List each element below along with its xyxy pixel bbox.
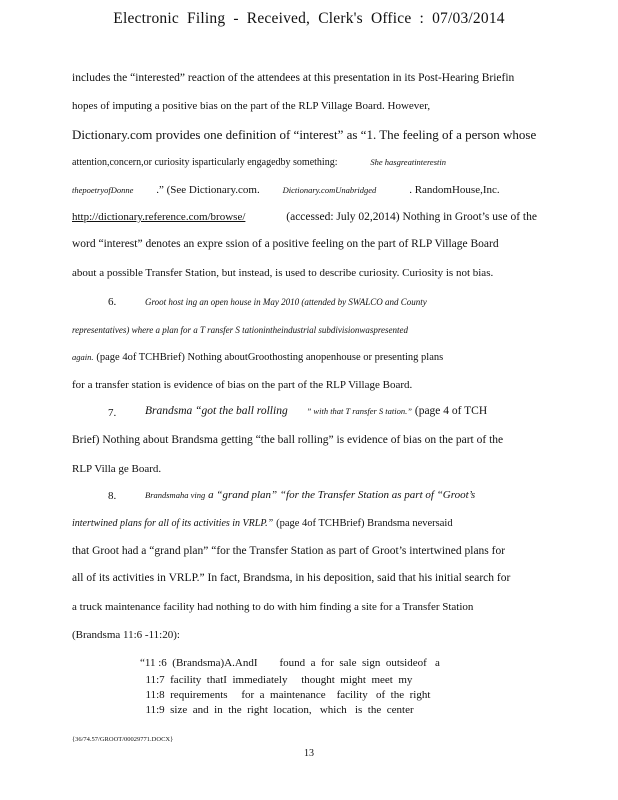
paragraph-7-claim-a: Brandsma “got the ball rolling	[145, 405, 288, 417]
filing-stamp-header: Electronic Filing - Received, Clerk's Office : 07/03/2014	[113, 10, 505, 27]
paragraph-8-line-2	[72, 517, 546, 531]
body-line-5	[72, 184, 546, 198]
deposition-quote-line-4: 11:9 size and in the right location, which is the center	[140, 704, 414, 716]
paragraph-7-cite: (page 4 of TCH	[414, 405, 488, 417]
paragraph-8-number: 8.	[108, 490, 117, 502]
body-line-5-example: thepoetryofDonne	[72, 185, 134, 195]
paragraph-6-response: (page 4of TCHBrief) Nothing aboutGroothosting anopenhouse or presenting plans	[96, 352, 444, 363]
body-line-4	[72, 156, 546, 170]
body-line-4-example: She hasgreatinterestin	[370, 157, 446, 167]
paragraph-7-claim-b: ” with that T ransfer S tation.”	[306, 406, 412, 416]
body-line-4-text: attention,concern,or curiosity isparticularly engagedby something:	[72, 157, 338, 168]
body-line-3: Dictionary.com provides one definition of “interest” as “1. The feeling of a person whose	[72, 127, 537, 142]
paragraph-8-line-4: all of its activities in VRLP.” In fact, Brandsma, in his deposition, said that his initial search for	[72, 572, 511, 584]
paragraph-8-claim-c: intertwined plans for all of its activities in VRLP.”	[72, 518, 274, 529]
body-line-1: includes the “interested” reaction of the attendees at this presentation in its Post-Hearing Briefin	[72, 72, 515, 84]
paragraph-6-again: again.	[72, 352, 94, 362]
paragraph-6-claim: Groot host ing an open house in May 2010 (attended by SWALCO and County	[145, 297, 427, 307]
paragraph-8-line-5: a truck maintenance facility had nothing to do with him finding a site for a Transfer Station	[72, 601, 474, 613]
paragraph-7-line-2: Brief) Nothing about Brandsma getting “the ball rolling” is evidence of bias on the part of the	[72, 434, 504, 446]
paragraph-6-claim-cont: representatives) where a plan for a T ransfer S tationintheindustrial subdivisionwaspresented	[72, 325, 408, 335]
dictionary-url-link[interactable]: http://dictionary.reference.com/browse/	[72, 211, 246, 223]
body-line-7: word “interest” denotes an expre ssion of a positive feeling on the part of RLP Village Board	[72, 238, 499, 250]
document-id: {36/74.57/GROOT/00029771.DOCX}	[72, 736, 174, 743]
paragraph-8-line-3: that Groot had a “grand plan” “for the Transfer Station as part of Groot’s intertwined plans for	[72, 545, 506, 557]
body-line-6	[72, 211, 546, 225]
body-line-5-publisher: . RandomHouse,Inc.	[409, 184, 500, 196]
deposition-quote-line-3: 11:8 requirements for a maintenance facility of the right	[140, 689, 431, 701]
body-line-6-text: (accessed: July 02,2014) Nothing in Groot’s use of the	[286, 211, 537, 223]
paragraph-8-claim	[145, 489, 618, 503]
paragraph-8-cite: (page 4of TCHBrief) Brandsma neversaid	[276, 518, 453, 529]
body-line-5-source: Dictionary.comUnabridged	[282, 185, 377, 195]
paragraph-6-number: 6.	[108, 296, 117, 308]
body-line-5-see: .” (See Dictionary.com.	[156, 184, 260, 196]
paragraph-6-line-3	[72, 351, 546, 365]
paragraph-7-number: 7.	[108, 407, 117, 419]
deposition-quote-line-1: “11 :6 (Brandsma)A.AndI found a for sale sign outsideof a	[140, 657, 440, 669]
body-line-2: hopes of imputing a positive bias on the part of the RLP Village Board. However,	[72, 100, 431, 112]
paragraph-6-line-4: for a transfer station is evidence of bias on the part of the RLP Village Board.	[72, 379, 413, 391]
paragraph-8-claim-a: Brandsmaha ving	[145, 490, 206, 500]
paragraph-7-line-3: RLP Villa ge Board.	[72, 463, 162, 475]
paragraph-8-line-6: (Brandsma 11:6 -11:20):	[72, 629, 180, 641]
paragraph-8-claim-b: a “grand plan” “for the Transfer Station as part of “Groot’s	[208, 489, 476, 501]
page-number: 13	[304, 748, 314, 759]
paragraph-7-claim	[145, 405, 618, 419]
deposition-quote-line-2: 11:7 facility thatI immediately thought might meet my	[140, 674, 413, 686]
body-line-8: about a possible Transfer Station, but instead, is used to describe curiosity. Curiosity is not bias.	[72, 267, 494, 279]
